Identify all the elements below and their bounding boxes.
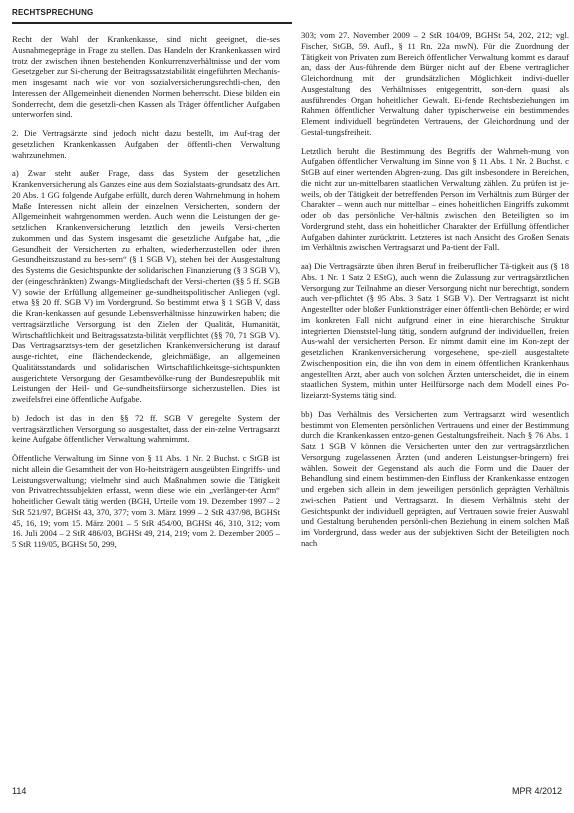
- paragraph: Letztlich beruht die Bestimmung des Begriffs der Wahrneh-mung von Aufgaben öffentlicher Verwaltung im Sinne von § 11 Abs. 1 Nr. 2 Buchst. c StGB auf einer wertenden Abgren-zung. Das gilt insbesondere in Bereichen, die nicht zur un-mittelbaren staatlichen Verwaltung zählen. Zu prüfen ist je-weils, ob der Tätigkeit der betreffenden Person im Verhältnis zum Bürger der Charakter – wenn auch nur mittelbar – eines hoheitlichen Eingriffs zukommt oder ob das persönliche Ver-hältnis zwischen den Beteiligten so im Vordergrund steht, dass ein hoheitlicher Charakter der Erfüllung öffentlicher Aufgaben dahinter zurücktritt. Letzteres ist nach Ansicht des Großen Senats im Verhältnis zwischen Vertragsarzt und Pa-tient der Fall.: [301, 145, 569, 253]
- paragraph: bb) Das Verhältnis des Versicherten zum Vertragsarzt wird wesentlich bestimmt von Elementen persönlichen Vertrauens und einer der Bestimmung durch die Krankenkassen entzo-genen Gestaltungsfreiheit. Nach § 76 Abs. 1 Satz 1 SGB V können die Versicherten unter den zur vertragsärztlichen Versorgung zugelassenen Ärzten (und anderen Leistungser-bringern) frei wählen. Soweit der Gegenstand als auch die Form und die Dauer der Behandlung sind einem bestimmen-den Einfluss der Krankenkasse entzogen und ergeben sich allein in dem jeweiligen persönlich geprägten Verhältnis zwi-schen Patient und Vertragsarzt. In diesem Verhältnis steht der Gesichtspunkt der individuell geprägten, auf Vertrauen sowie freier Auswahl und Gestaltung beruhenden persönli-chen Beziehung in einem solchen Maß im Vordergrund, dass weder aus der subjektiven Sicht der Beteiligten noch nach: [301, 408, 569, 548]
- right-column: [301, 30, 569, 557]
- page-number: 114: [12, 786, 27, 796]
- paragraph: Recht der Wahl der Krankenkasse, sind nicht geeignet, die-ses Ausnahmegepräge in Frage zu stellen. Das Handeln der Krankenkassen wird trotz der zwischen ihnen bestehenden Konkurrenzverhältnisse und der vom Gesetzgeber zur Si-cherung der Beitragssatzstabilität eingeführten Mechanis-men insgesamt nach wie vor von sozialversicherungsrechtli-chen, den Interessen der Allgemeinheit dienenden Normen beherrscht. Diese bilden ein Sonderrecht, dem die gesetzli-chen Kassen als Träger öffentlicher Aufgaben unterworfen sind.: [12, 34, 280, 120]
- journal-issue: MPR 4/2012: [511, 786, 562, 796]
- header-divider: [12, 22, 292, 24]
- paragraph: 2. Die Vertragsärzte sind jedoch nicht dazu bestellt, im Auf-trag der gesetzlichen Krankenkassen Aufgaben der öffentli-chen Verwaltung wahrzunehmen.: [12, 128, 280, 160]
- left-column: [12, 34, 280, 558]
- paragraph: b) Jedoch ist das in den §§ 72 ff. SGB V geregelte System der vertragsärztlichen Versorgung so ausgestaltet, dass der ein-zelne Vertragsarzt keine Aufgabe öffentlicher Verwaltung wahrnimmt.: [12, 412, 280, 445]
- paragraph: a) Zwar steht außer Frage, dass das System der gesetzlichen Krankenversicherung als Ganzes eine aus dem Sozialstaats-grundsatz des Art. 20 Abs. 1 GG folgende Aufgabe erfüllt, durch deren Wahrnehmung in hohem Maße Interessen nicht allein der einzelnen Versicherten, sondern der Allgemeinheit wahrgenommen werden. Auch wenn die Leistungen der ge-setzlichen Krankenversicherung letztlich den jeweils Versi-cherten zukommen und das System insgesamt die gesetzliche Aufgabe hat, „die Gesundheit der Versicherten zu erhalten, wiederherzustellen oder ihren Gesundheitszustand zu bes-sern“ (§ 1 SGB V), stehen bei der Ausgestaltung des Systems die Gesichtspunkte der solidarischen Finanzierung (§ 3 SGB V), der (eingeschränkten) Zwangs-Mitgliedschaft der Versi-cherten (§§ 5 ff. SGB V) sowie der Erfüllung allgemeiner ge-sundheitspolitischer Anliegen (vgl. etwa §§ 20 ff. SGB V) im Vordergrund. So bestimmt etwa § 1 SGB V, dass die Kran-kenkassen auf gesunde Lebensverhältnisse hinzuwirken haben; die vertragsärztliche Versorgung ist den Zielen der Qualität, Humanität, Wirtschaftlichkeit und Beitragssatzsta-bilität verpflichtet (§§ 70, 71 SGB V). Das Vertragsarztsys-tem der gesetzlichen Krankenversicherung ist darauf ausge-richtet, eine flächendeckende, gleichmäßige, an allgemeinen Qualitätsstandards und solidarischen Wirtschaftlichkeitsge-sichtspunkten ausgerichtete Versorgung der Gesamtbevölke-rung der Bundesrepublik mit Leistungen der Heil- und Ge-sundheitsfürsorge sicherzustellen. Dies ist zweifelsfrei eine öffentliche Aufgabe.: [12, 168, 280, 404]
- paragraph: aa) Die Vertragsärzte üben ihren Beruf in freiberuflicher Tä-tigkeit aus (§ 18 Abs. 1 Nr. 1 Satz 2 EStG), auch wenn die Zulassung zur vertragsärztlichen Versorgung zur Teilnahme an dieser Versorgung nicht nur berechtigt, sondern auch ver-pflichtet (§ 95 Abs. 3 Satz 1 SGB V). Der Vertragsarzt ist nicht Angestellter oder bloßer Funktionsträger einer öffentli-chen Behörde; er wird im konkreten Fall nicht aufgrund einer in eine hierarchische Struktur integrierten Dienststel-lung tätig, sondern aufgrund der individuellen, freien Aus-wahl der versicherten Person. Er nimmt damit eine im Kon-zept der gesetzlichen Krankenversicherung vorgesehene, spe-ziell ausgestaltete Zwischenposition ein, die ihn von dem in einem öffentlichen Krankenhaus angestellten Arzt, aber auch von solchen Ärzten unterscheidet, die in einem staatlichen System, mithin unter Heilfürsorge nach dem Modell eines Po-lizeiarzt-Systems tätig sind.: [301, 261, 569, 400]
- paragraph: Öffentliche Verwaltung im Sinne von § 11 Abs. 1 Nr. 2 Buchst. c StGB ist nicht allein die Gesamtheit der von Ho-heitsträgern ausgeübten Eingriffs- und Leistungsverwaltung; vielmehr sind auch Maßnahmen sowie die Tätigkeit von Privatrechtssubjekten erfasst, wenn diese wie ein „verlänger-ter Arm“ hoheitlicher Gewalt tätig werden (BGH, Urteile vom 19. Dezember 1997 – 2 StR 521/97, BGHSt 43, 370, 377; vom 3. März 1999 – 2 StR 437/98, BGHSt 45, 16, 19; vom 15. März 2001 – 5 StR 454/00, BGHSt 46, 310, 312; vom 16. Juli 2004 – 2 StR 486/03, BGHSt 49, 214, 219; vom 2. Dezember 2005 – 5 StR 119/05, BGHSt 50, 299,: [12, 453, 280, 549]
- section-header: RECHTSPRECHUNG: [12, 8, 94, 17]
- paragraph: 303; vom 27. November 2009 – 2 StR 104/09, BGHSt 54, 202, 212; vgl. Fischer, StGB, 59. Aufl., § 11 Rn. 22a mwN). Für die Zuordnung der Tätigkeit von Privaten zum Bereich öffentlicher Verwaltung kommt es darauf an, dass der Aus-führende dem Bürger nicht auf der Ebene vertraglicher Gleichordnung mit der grundsätzlichen Möglichkeit indivi-dueller Ausgestaltung des Verhältnisses entgegentritt, son-dern quasi als ausführendes Organ hoheitlicher Gewalt. Ei-fende Rechtsbeziehungen im Rahmen öffentlicher Verwaltung daher typischerweise ein bestimmendes Element individuell begründeten Vertrauens, der Gleichordnung und der Gestal-tungsfreiheit.: [301, 30, 569, 137]
